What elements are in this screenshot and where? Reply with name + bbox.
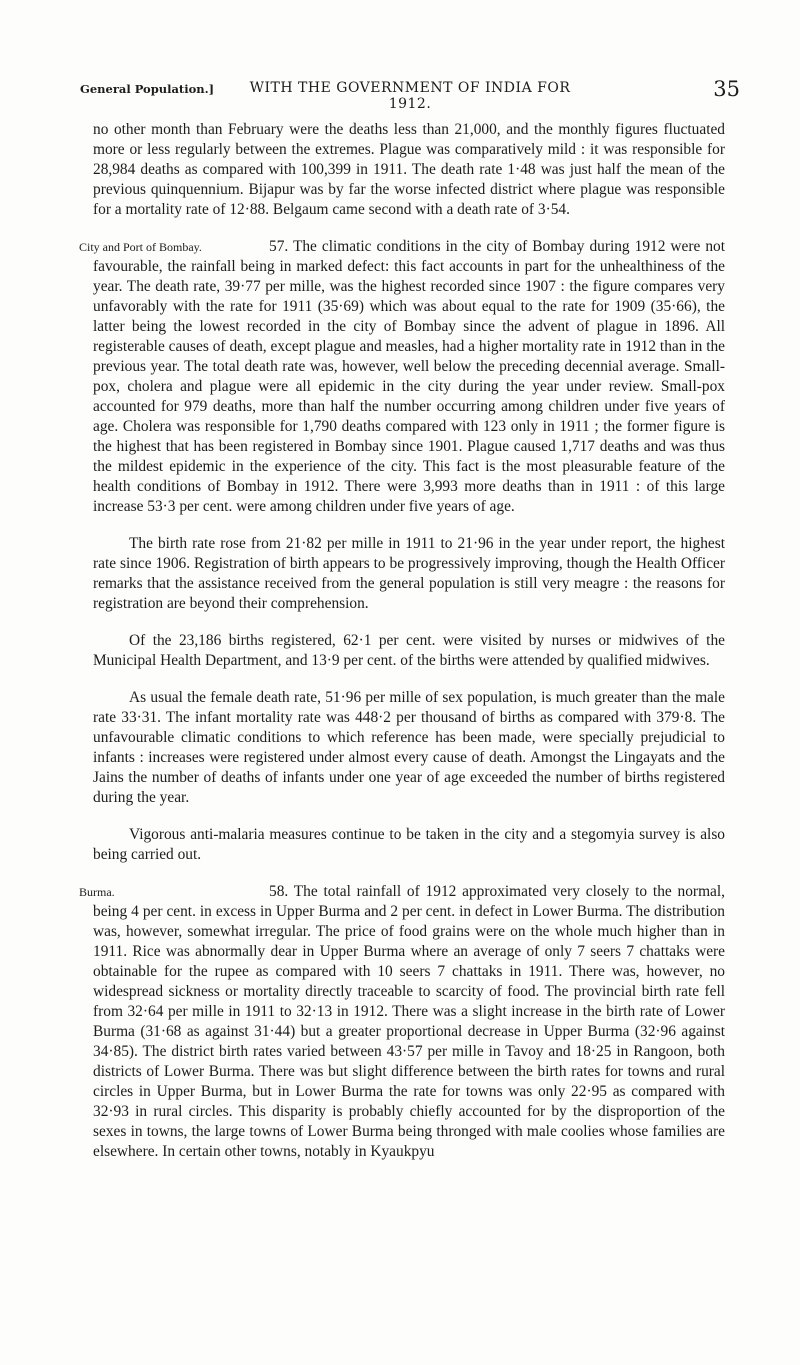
body-text [79,120,725,1179]
paragraph-continued: no other month than February were the deaths less than 21,000, and the monthly figures fluctuated more or less regularly between the extremes. Plague was comparatively mild : it was responsible for 28,984 deaths as compared with 100,399 in 1911. The death rate 1·48 was just half the mean of the previous quinquennium. Bijapur was by far the worse infected district where plague was responsible for a mortality rate of 12·88. Belgaum came second with a death rate of 3·54. [93,121,725,218]
sidenote-bombay: City and Port of Bombay. [79,240,202,254]
paragraph-57 [79,237,725,517]
running-title: WITH THE GOVERNMENT OF INDIA FOR 1912. [249,80,571,112]
paragraph-birth-rate: The birth rate rose from 21·82 per mille in 1911 to 21·96 in the year under report, the highest rate since 1906. Registration of birth appears to be progressively improving, though the Health Officer remarks that the assistance received from the general population is still very meagre : the reasons for registration are beyond their comprehension. [93,535,725,612]
sidenote-burma: Burma. [79,885,115,899]
paragraph-births-registered: Of the 23,186 births registered, 62·1 per cent. were visited by nurses or midwives of the Municipal Health Department, and 13·9 per cent. of the births were attended by qualified midwives. [93,632,725,669]
paragraph-anti-malaria: Vigorous anti-malaria measures continue to be taken in the city and a stegomyia survey is also being carried out. [93,826,725,863]
page-number: 35 [713,77,740,101]
paragraph-death-rates: As usual the female death rate, 51·96 per mille of sex population, is much greater than the male rate 33·31. The infant mortality rate was 448·2 per thousand of births as compared with 379·8. The unfavourable climatic conditions to which reference has been made, were specially prejudicial to infants : increases were registered under almost every cause of death. Amongst the Lingayats and the Jains the number of deaths of infants under one year of age exceeded the number of births registered during the year. [93,689,725,806]
paragraph-58-text: 58. The total rainfall of 1912 approximated very closely to the normal, being 4 per cent. in excess in Upper Burma and 2 per cent. in defect in Lower Burma. The distribution was, however, somewhat irregular. The price of food grains were on the whole much higher than in 1911. Rice was abnormally dear in Upper Burma where an average of only 7 seers 7 chattaks were obtainable for the rupee as compared with 10 seers 7 chattaks in 1911. There was, however, no widespread sickness or mortality directly traceable to scarcity of food. The provincial birth rate fell from 32·64 per mille in 1911 to 32·13 in 1912. There was a slight increase in the birth rate of Lower Burma (31·68 as against 31·44) but a greater proportional decrease in Upper Burma (32·96 against 34·85). The district birth rates varied between 43·57 per mille in Tavoy and 18·25 in Rangoon, both districts of Lower Burma. There was but slight difference between the birth rates for towns and rural circles in Upper Burma, but in Lower Burma the rate for towns was only 22·95 as compared with 32·93 in rural circles. This disparity is probably chiefly accounted for by the disproportion of the sexes in towns, the large towns of Lower Burma being thronged with male coolies whose families are elsewhere. In certain other towns, notably in Kyaukpyu [93,883,725,1160]
paragraph-57-text: 57. The climatic conditions in the city of Bombay during 1912 were not favourable, the rainfall being in marked defect: this fact accounts in part for the unhealthiness of the year. The death rate, 39·77 per mille, was the highest recorded since 1907 : the figure compares very unfavorably with the rate for 1911 (35·69) which was about equal to the rate for 1909 (35·66), the latter being the lowest recorded in the city of Bombay since the advent of plague in 1896. All registerable causes of death, except plague and measles, had a higher mortality rate in 1912 than in the previous year. The total death rate was, however, well below the preceding decennial average. Small-pox, cholera and plague were all epidemic in the city during the year under review. Small-pox accounted for 979 deaths, more than half the number occurring among children under five years of age. Cholera was responsible for 1,790 deaths compared with 123 only in 1911 ; the former figure is the highest that has been registered in Bombay since 1901. Plague caused 1,717 deaths and was thus the mildest epidemic in the experience of the city. This fact is the most pleasurable feature of the health conditions of Bombay in 1912. There were 3,993 more deaths than in 1911 : of this large increase 53·3 per cent. were among children under five years of age. [93,238,725,515]
running-header [80,77,740,112]
section-label: General Population.] [80,82,215,96]
paragraph-58 [79,882,725,1162]
